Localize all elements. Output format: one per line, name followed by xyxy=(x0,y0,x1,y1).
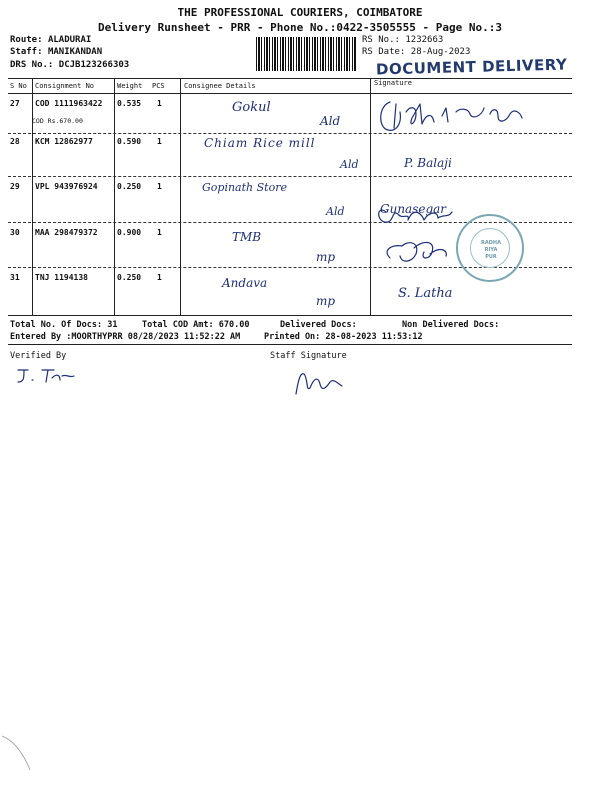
row-consignment: MAA 298479372 xyxy=(35,228,98,237)
scan-artifact xyxy=(0,730,40,790)
row-weight: 0.900 xyxy=(117,228,142,237)
row-consignment: KCM 12862977 xyxy=(35,137,93,146)
row-sno: 27 xyxy=(10,99,20,108)
staff-value: MANIKANDAN xyxy=(47,47,103,57)
rs-date-label: RS Date: xyxy=(362,47,406,57)
col-header-pcs: PCS xyxy=(152,82,165,90)
rs-no-value: 1232663 xyxy=(405,35,444,45)
verifier-signature xyxy=(14,364,84,388)
row-consignment: VPL 943976924 xyxy=(35,182,98,191)
row-cod-note: COD Rs.670.00 xyxy=(32,117,83,125)
col-divider-2 xyxy=(114,78,115,315)
handwritten-area: Ald xyxy=(340,158,359,171)
seal-line: RADHA xyxy=(481,240,501,246)
entered-by: Entered By :MOORTHYPRR 08/28/2023 11:52:22 AM xyxy=(10,332,241,342)
barcode xyxy=(256,37,356,71)
rs-date-value: 28-Aug-2023 xyxy=(410,47,471,57)
col-header-signature: Signature xyxy=(374,79,412,87)
total-cod: Total COD Amt: 670.00 xyxy=(142,320,250,330)
delivered-docs: Delivered Docs: xyxy=(280,320,357,330)
route-line xyxy=(10,35,91,45)
runsheet-subtitle: Delivery Runsheet - PRR - Phone No.:0422-3505555 - Page No.:3 xyxy=(98,21,502,34)
staff-signature-mark xyxy=(290,366,350,398)
handwritten-signature: P. Balaji xyxy=(404,156,452,170)
staff-signature-label: Staff Signature xyxy=(270,351,347,361)
row-sno: 28 xyxy=(10,137,20,146)
handwritten-area: Ald xyxy=(326,205,345,218)
col-header-sno: S No xyxy=(10,82,27,90)
row-pcs: 1 xyxy=(157,99,162,108)
table-top-border xyxy=(8,78,572,79)
seal-line: RIYA xyxy=(484,247,498,253)
row-sno: 30 xyxy=(10,228,20,237)
table-bottom-border xyxy=(8,315,572,316)
row-weight: 0.250 xyxy=(117,182,142,191)
row-sno: 29 xyxy=(10,182,20,191)
rs-date-line xyxy=(362,47,470,57)
row-sno: 31 xyxy=(10,273,20,282)
handwritten-area: Ald xyxy=(320,114,341,128)
handwritten-consignee: Gopinath Store xyxy=(202,181,287,194)
rubber-seal xyxy=(456,214,524,282)
handwritten-consignee: Gokul xyxy=(232,100,271,115)
handwritten-area: mp xyxy=(316,250,336,264)
col-divider-1 xyxy=(32,78,33,315)
row-consignment: COD 1111963422 xyxy=(35,99,103,108)
col-header-consignment: Consignment No xyxy=(35,82,95,90)
drs-label: DRS No.: xyxy=(10,60,54,70)
non-delivered-docs: Non Delivered Docs: xyxy=(402,320,500,330)
rs-no-label: RS No.: xyxy=(362,35,400,45)
row-consignment: TNJ 1194138 xyxy=(35,273,88,282)
rs-no-line xyxy=(362,35,443,45)
handwritten-area: mp xyxy=(316,294,336,308)
row-pcs: 1 xyxy=(157,228,162,237)
row-weight: 0.590 xyxy=(117,137,142,146)
row-pcs: 1 xyxy=(157,182,162,191)
drs-line xyxy=(10,60,129,70)
staff-line xyxy=(10,47,102,57)
seal-line: PUR xyxy=(485,254,497,260)
seal-text xyxy=(471,240,511,261)
handwritten-consignee: Chiam Rice mill xyxy=(204,136,316,150)
document-delivery-stamp: DOCUMENT DELIVERY xyxy=(375,55,568,79)
total-docs: Total No. Of Docs: 31 xyxy=(10,320,118,330)
col-divider-3 xyxy=(180,78,181,315)
handwritten-signature: Gunasegar xyxy=(380,202,447,216)
col-header-weight: Weight xyxy=(117,82,143,90)
company-title: THE PROFESSIONAL COURIERS, COIMBATORE xyxy=(177,6,423,19)
seal-inner-ring xyxy=(470,228,510,268)
footer-divider xyxy=(8,344,572,345)
handwritten-consignee: TMB xyxy=(232,230,262,244)
row-pcs: 1 xyxy=(157,273,162,282)
drs-value: DCJB123266303 xyxy=(58,60,130,70)
route-value: ALADURAI xyxy=(47,35,92,45)
handwritten-consignee: Andava xyxy=(222,276,268,290)
staff-label: Staff: xyxy=(10,47,43,57)
row-weight: 0.250 xyxy=(117,273,142,282)
printed-on: Printed On: 28-08-2023 11:53:12 xyxy=(264,332,423,342)
col-divider-4 xyxy=(370,78,371,315)
row-weight: 0.535 xyxy=(117,99,142,108)
route-label: Route: xyxy=(10,35,43,45)
handwritten-signature: S. Latha xyxy=(398,286,453,301)
verified-by-label: Verified By xyxy=(10,351,67,361)
row-pcs: 1 xyxy=(157,137,162,146)
col-header-consignee: Consignee Details xyxy=(184,82,256,90)
